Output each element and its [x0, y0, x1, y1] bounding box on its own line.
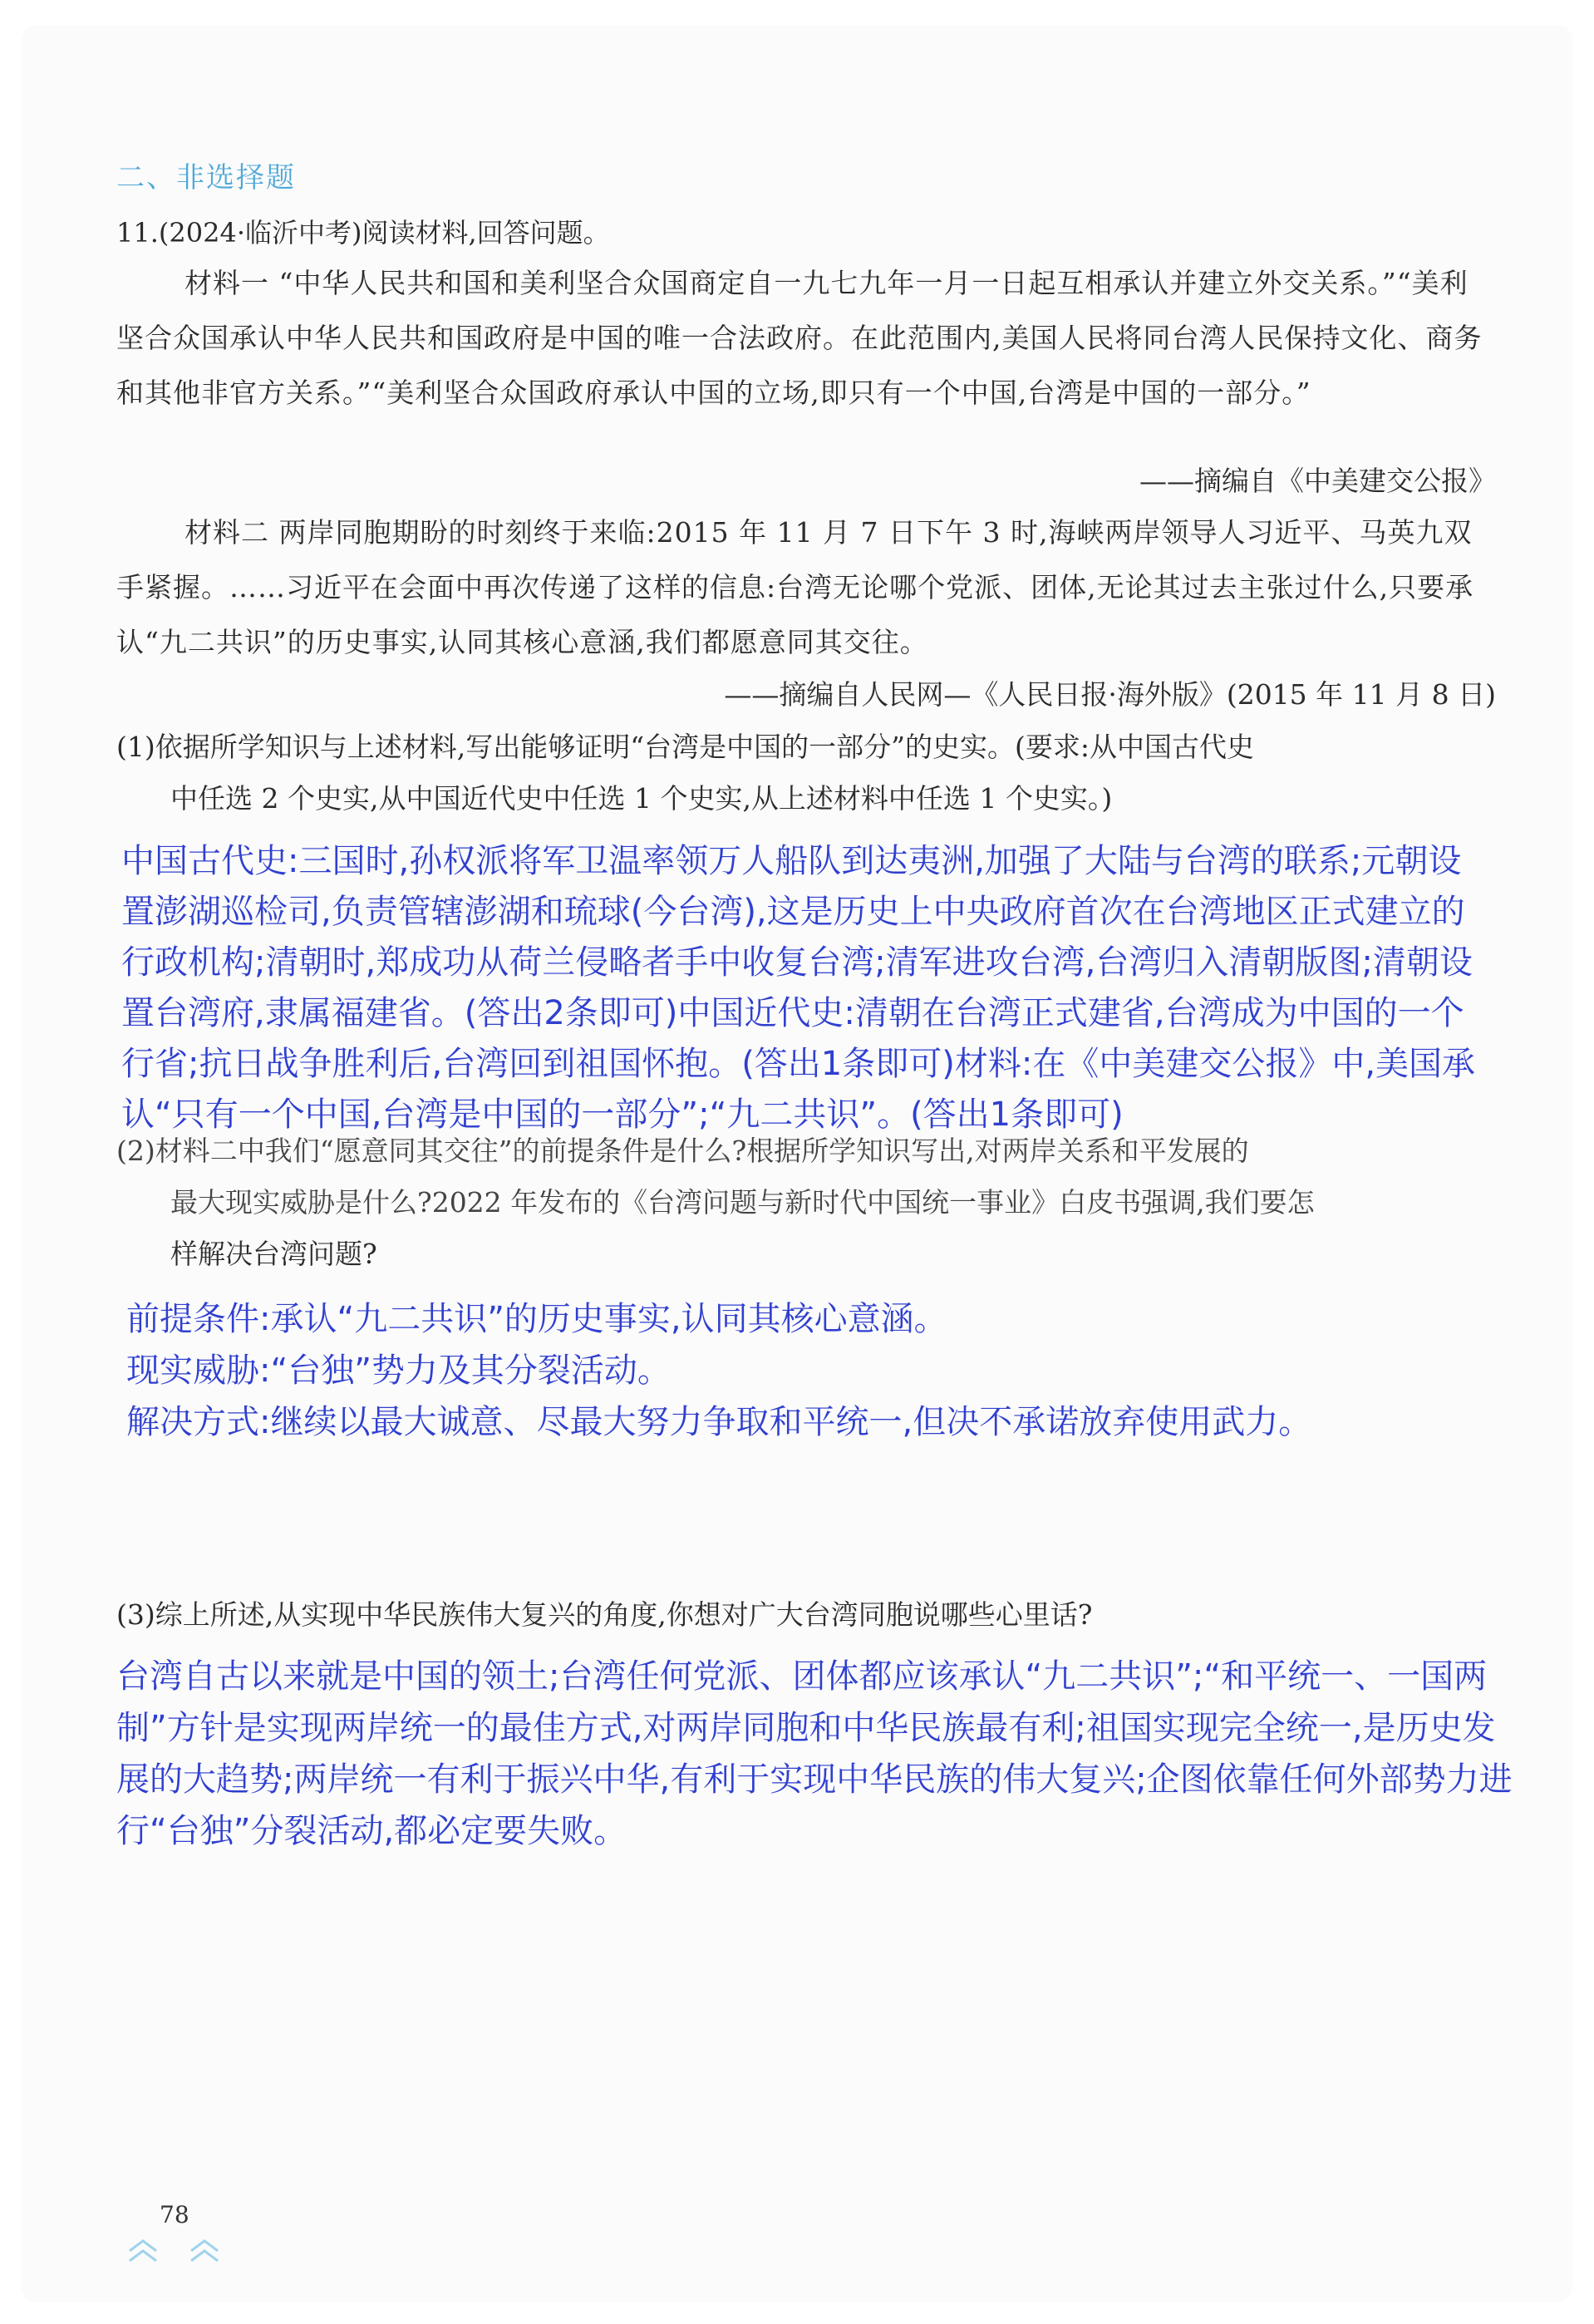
double-chevron-up-icon — [125, 2233, 224, 2266]
answer-2-line-3: 解决方式:继续以最大诚意、尽最大努力争取和平统一,但决不承诺放弃使用武力。 — [126, 1403, 1312, 1441]
question-2-line-1: (2)材料二中我们“愿意同其交往”的前提条件是什么?根据所学知识写出,对两岸关系和平发展的 — [116, 1135, 1249, 1167]
question-3: (3)综上所述,从实现中华民族伟大复兴的角度,你想对广大台湾同胞说哪些心里话? — [116, 1598, 1093, 1631]
answer-3: 台湾自古以来就是中国的领土;台湾任何党派、团体都应该承认“九二共识”;“和平统一、一国两制”方针是实现两岸统一的最佳方式,对两岸同胞和中华民族最有利;祖国实现完全统一,是历史发展的大趋势;两岸统一有利于振兴中华,有利于实现中华民族的伟大复兴;企图依靠任何外部势力进行“台独”分裂活动,都必定要失败。 — [116, 1657, 1513, 1850]
material-one-source: ——摘编自《中美建交公报》 — [1139, 465, 1496, 497]
question-1-line-1: (1)依据所学知识与上述材料,写出能够证明“台湾是中国的一部分”的史实。(要求:从中国古代史 — [116, 731, 1254, 763]
material-two-source: ——摘编自人民网—《人民日报·海外版》(2015 年 11 月 8 日) — [724, 678, 1496, 711]
section-title: 二、非选择题 — [116, 161, 296, 194]
question-2-line-2: 最大现实威胁是什么?2022 年发布的《台湾问题与新时代中国统一事业》白皮书强调,我们要怎 — [170, 1186, 1315, 1219]
answer-2-line-1: 前提条件:承认“九二共识”的历史事实,认同其核心意涵。 — [126, 1300, 947, 1338]
answer-2-line-2: 现实威胁:“台独”势力及其分裂活动。 — [126, 1352, 671, 1390]
material-one — [116, 256, 1488, 421]
page-number: 78 — [160, 2201, 189, 2228]
material-two-text: 材料二 两岸同胞期盼的时刻终于来临:2015 年 11 月 7 日下午 3 时,海峡两岸领导人习近平、马英九双手紧握。……习近平在会面中再次传递了这样的信息:台湾无论哪个党派、团体,无论其过去主张过什么,只要承认“九二共识”的历史事实,认同其核心意涵,我们都愿意同其交往。 — [116, 516, 1474, 658]
question-1-line-2: 中任选 2 个史实,从中国近代史中任选 1 个史实,从上述材料中任选 1 个史实。) — [170, 782, 1113, 815]
material-one-text: 材料一 “中华人民共和国和美利坚合众国商定自一九七九年一月一日起互相承认并建立外交关系。”“美利坚合众国承认中华人民共和国政府是中国的唯一合法政府。在此范围内,美国人民将同台湾人民保持文化、商务和其他非官方关系。”“美利坚合众国政府承认中国的立场,即只有一个中国,台湾是中国的一部分。” — [116, 267, 1483, 409]
question-header: 11.(2024·临沂中考)阅读材料,回答问题。 — [116, 217, 610, 249]
material-two — [116, 505, 1488, 670]
question-2-line-3: 样解决台湾问题? — [170, 1238, 377, 1270]
answer-1: 中国古代史:三国时,孙权派将军卫温率领万人船队到达夷洲,加强了大陆与台湾的联系;元朝设置澎湖巡检司,负责管辖澎湖和琉球(今台湾),这是历史上中央政府首次在台湾地区正式建立的行政机构;清朝时,郑成功从荷兰侵略者手中收复台湾;清军进攻台湾,台湾归入清朝版图;清朝设置台湾府,隶属福建省。(答出2条即可)中国近代史:清朝在台湾正式建省,台湾成为中国的一个行省;抗日战争胜利后,台湾回到祖国怀抱。(答出1条即可)材料:在《中美建交公报》中,美国承认“只有一个中国,台湾是中国的一部分”;“九二共识”。(答出1条即可) — [121, 842, 1476, 1134]
